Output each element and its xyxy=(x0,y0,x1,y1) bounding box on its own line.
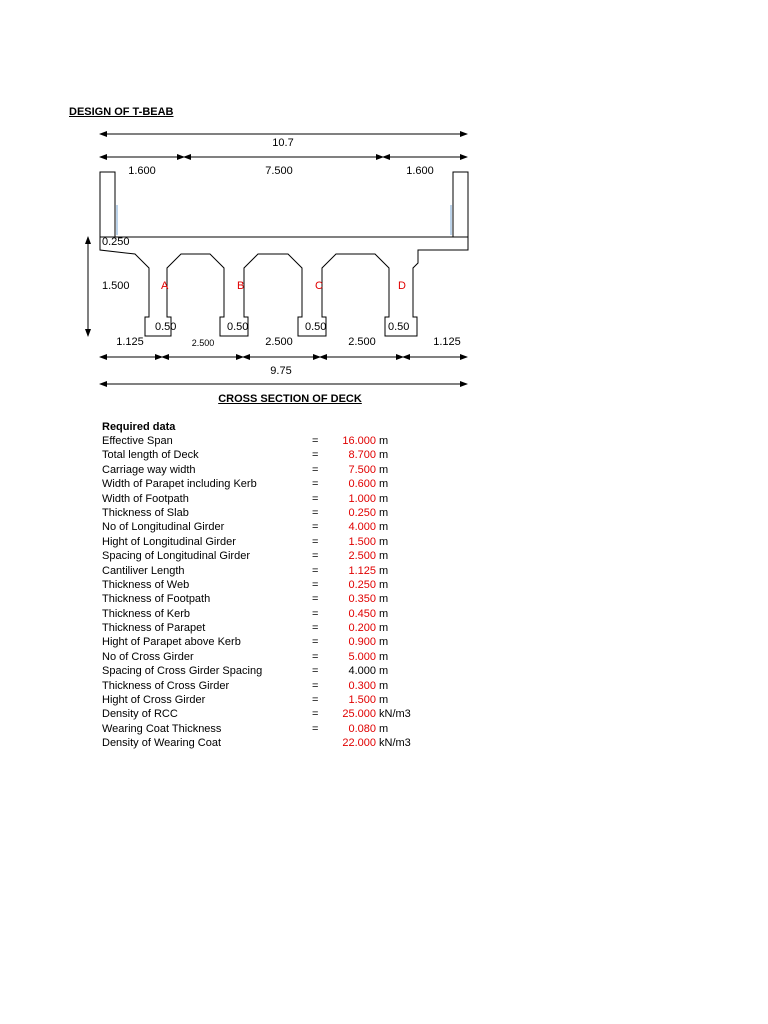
overall-width-label: 10.7 xyxy=(272,137,294,149)
required-data-rows xyxy=(102,434,422,751)
row-label: Spacing of Longitudinal Girder xyxy=(102,550,250,563)
required-data-table xyxy=(102,420,422,751)
row-unit: m xyxy=(379,550,389,563)
row-label: Thickness of Cross Girder xyxy=(102,679,230,692)
row-label: Carriage way width xyxy=(102,463,196,476)
row-value: 1.500 xyxy=(348,535,376,548)
row-label: Density of Wearing Coat xyxy=(102,737,222,750)
row-label: Thickness of Web xyxy=(102,578,190,591)
row-equals: = xyxy=(312,535,319,548)
row-unit: kN/m3 xyxy=(379,708,411,721)
web-width-d: 0.50 xyxy=(388,321,410,333)
row-equals: = xyxy=(312,578,319,591)
row-value: 0.250 xyxy=(348,506,376,519)
row-value: 5.000 xyxy=(348,650,376,663)
row-unit: m xyxy=(379,722,389,735)
row-value: 1.500 xyxy=(348,694,376,707)
table-row xyxy=(102,448,422,462)
row-unit: m xyxy=(379,622,389,635)
row-unit: m xyxy=(379,694,389,707)
table-row xyxy=(102,592,422,606)
row-value: 1.125 xyxy=(348,564,376,577)
row-value: 0.250 xyxy=(348,578,376,591)
row-unit: m xyxy=(379,506,389,519)
row-label: Hight of Parapet above Kerb xyxy=(102,636,241,649)
row-label: No of Longitudinal Girder xyxy=(102,521,225,534)
bottom-dim-spacing-1: 2.500 xyxy=(191,338,215,348)
row-label: Thickness of Parapet xyxy=(102,622,206,635)
row-equals: = xyxy=(312,449,319,462)
row-value: 0.200 xyxy=(348,622,376,635)
row-unit: m xyxy=(379,665,389,678)
bottom-dim-cantilever-right: 1.125 xyxy=(433,336,461,348)
row-unit: m xyxy=(379,593,389,606)
row-label: No of Cross Girder xyxy=(102,650,194,663)
table-row xyxy=(102,492,422,506)
web-width-c: 0.50 xyxy=(305,321,327,333)
girder-label-b: B xyxy=(237,280,245,292)
table-row xyxy=(102,707,422,721)
row-equals: = xyxy=(312,478,319,491)
table-row xyxy=(102,679,422,693)
row-equals: = xyxy=(312,679,319,692)
table-row xyxy=(102,578,422,592)
row-unit: kN/m3 xyxy=(379,737,411,750)
web-width-b: 0.50 xyxy=(227,321,249,333)
row-unit: m xyxy=(379,578,389,591)
row-label: Width of Parapet including Kerb xyxy=(102,478,257,491)
row-unit: m xyxy=(379,478,389,491)
row-value: 4.000 xyxy=(348,665,376,678)
row-value: 0.080 xyxy=(348,722,376,735)
girder-label-c: C xyxy=(315,280,323,292)
row-label: Wearing Coat Thickness xyxy=(102,722,222,735)
table-row xyxy=(102,621,422,635)
row-unit: m xyxy=(379,521,389,534)
row-unit: m xyxy=(379,607,389,620)
row-unit: m xyxy=(379,449,389,462)
row-value: 4.000 xyxy=(348,521,376,534)
row-equals: = xyxy=(312,708,319,721)
table-row xyxy=(102,549,422,563)
table-row xyxy=(102,736,422,750)
row-equals: = xyxy=(312,607,319,620)
table-row xyxy=(102,607,422,621)
table-row xyxy=(102,664,422,678)
row-label: Thickness of Slab xyxy=(102,506,189,519)
table-row xyxy=(102,506,422,520)
deck-outline xyxy=(100,172,468,336)
row-label: Total length of Deck xyxy=(102,449,199,462)
table-row xyxy=(102,463,422,477)
row-equals: = xyxy=(312,492,319,505)
right-footpath-label: 1.600 xyxy=(406,165,434,177)
table-row xyxy=(102,635,422,649)
table-row xyxy=(102,564,422,578)
row-label: Hight of Longitudinal Girder xyxy=(102,535,236,548)
page-title: DESIGN OF T-BEAB xyxy=(69,106,174,118)
required-data-heading: Required data xyxy=(102,421,176,433)
row-equals: = xyxy=(312,550,319,563)
left-footpath-label: 1.600 xyxy=(128,165,156,177)
row-value: 0.300 xyxy=(348,679,376,692)
cross-section-caption: CROSS SECTION OF DECK xyxy=(218,393,362,405)
row-equals: = xyxy=(312,593,319,606)
slab-thickness-label: 0.250 xyxy=(102,236,130,248)
table-row xyxy=(102,693,422,707)
web-width-a: 0.50 xyxy=(155,321,177,333)
row-unit: m xyxy=(379,535,389,548)
row-label: Effective Span xyxy=(102,435,173,447)
girder-span-label: 9.75 xyxy=(270,365,292,377)
row-value: 0.600 xyxy=(348,478,376,491)
row-equals: = xyxy=(312,665,319,678)
row-equals: = xyxy=(312,650,319,663)
row-equals: = xyxy=(312,463,319,476)
row-equals: = xyxy=(312,722,319,735)
girder-height-label: 1.500 xyxy=(102,280,130,292)
row-label: Thickness of Kerb xyxy=(102,607,191,620)
row-label: Hight of Cross Girder xyxy=(102,694,206,707)
row-value: 0.450 xyxy=(348,607,376,620)
table-row xyxy=(102,722,422,736)
table-row xyxy=(102,434,422,448)
table-row xyxy=(102,535,422,549)
row-equals: = xyxy=(312,506,319,519)
row-equals: = xyxy=(312,564,319,577)
girder-label-d: D xyxy=(398,280,406,292)
row-unit: m xyxy=(379,492,389,505)
row-label: Spacing of Cross Girder Spacing xyxy=(102,665,263,678)
row-value: 1.000 xyxy=(348,492,376,505)
row-value: 0.350 xyxy=(348,593,376,606)
row-unit: m xyxy=(379,650,389,663)
row-label: Cantiliver Length xyxy=(102,564,185,577)
row-label: Width of Footpath xyxy=(102,492,189,505)
row-equals: = xyxy=(312,694,319,707)
row-value: 25.000 xyxy=(342,708,376,721)
table-row xyxy=(102,650,422,664)
row-value: 0.900 xyxy=(348,636,376,649)
bottom-dim-cantilever-left: 1.125 xyxy=(116,336,144,348)
bottom-dim-spacing-2: 2.500 xyxy=(265,336,293,348)
row-unit: m xyxy=(379,679,389,692)
row-value: 8.700 xyxy=(348,449,376,462)
row-value: 16.000 xyxy=(342,435,376,447)
row-unit: m xyxy=(379,636,389,649)
deck-cross-section-diagram xyxy=(0,0,768,400)
row-value: 7.500 xyxy=(348,463,376,476)
girder-label-a: A xyxy=(161,280,169,292)
table-row xyxy=(102,477,422,491)
row-unit: m xyxy=(379,463,389,476)
carriageway-label: 7.500 xyxy=(265,165,293,177)
row-label: Thickness of Footpath xyxy=(102,593,211,606)
row-label: Density of RCC xyxy=(102,708,178,721)
row-value: 22.000 xyxy=(342,737,376,750)
row-equals: = xyxy=(312,622,319,635)
row-equals: = xyxy=(312,521,319,534)
row-unit: m xyxy=(379,435,389,447)
bottom-dim-spacing-3: 2.500 xyxy=(348,336,376,348)
row-equals: = xyxy=(312,435,319,447)
table-row xyxy=(102,520,422,534)
row-unit: m xyxy=(379,564,389,577)
row-value: 2.500 xyxy=(348,550,376,563)
row-equals: = xyxy=(312,636,319,649)
